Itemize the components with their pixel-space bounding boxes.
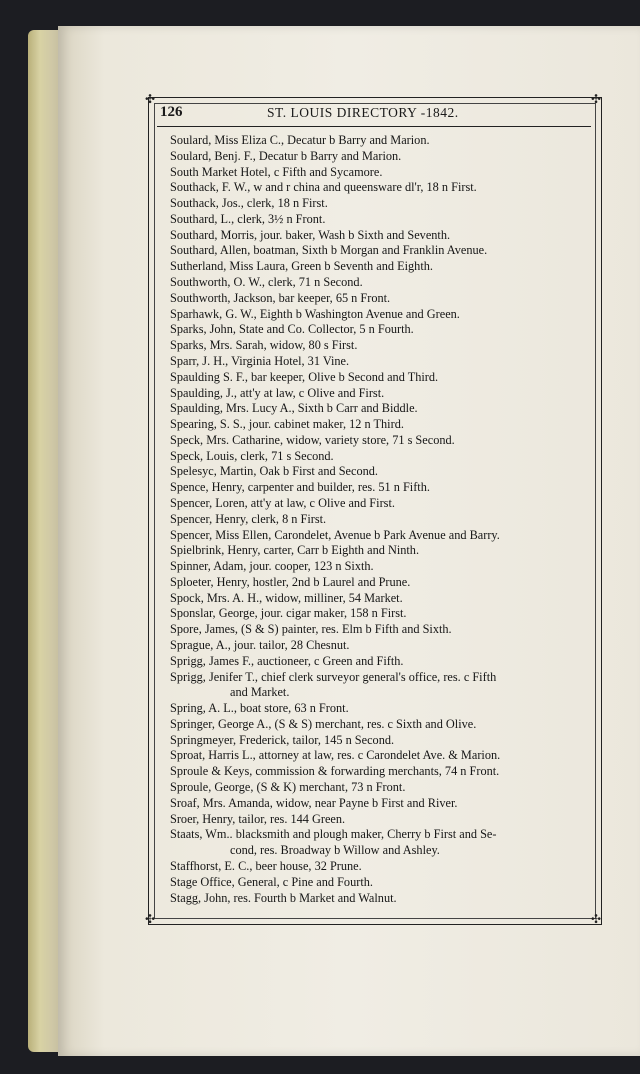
directory-entry: Spencer, Henry, clerk, 8 n First. bbox=[170, 511, 327, 526]
page-header bbox=[160, 104, 590, 124]
directory-entry: Sparks, Mrs. Sarah, widow, 80 s First. bbox=[170, 338, 358, 353]
directory-entry: Staats, Wm.. blacksmith and plough maker, Cherry b First and Se- bbox=[170, 827, 497, 842]
directory-entry: Soulard, Miss Eliza C., Decatur b Barry and Marion. bbox=[170, 133, 430, 147]
directory-entry: Sparr, J. H., Virginia Hotel, 31 Vine. bbox=[170, 353, 350, 368]
directory-entry: Sprigg, Jenifer T., chief clerk surveyor general's office, res. c Fifth bbox=[170, 669, 497, 684]
directory-entry: South Market Hotel, c Fifth and Sycamore. bbox=[170, 164, 383, 179]
directory-entry: Spencer, Miss Ellen, Carondelet, Avenue b Park Avenue and Barry. bbox=[170, 527, 500, 542]
directory-entry: Sroaf, Mrs. Amanda, widow, near Payne b First and River. bbox=[170, 795, 458, 810]
directory-entry: Sponslar, George, jour. cigar maker, 158 n First. bbox=[170, 606, 407, 621]
directory-entry: Springmeyer, Frederick, tailor, 145 n Second. bbox=[170, 732, 395, 747]
directory-entry: Sparks, John, State and Co. Collector, 5 n Fourth. bbox=[170, 322, 414, 337]
directory-entry: Sutherland, Miss Laura, Green b Seventh and Eighth. bbox=[170, 259, 433, 274]
directory-entries bbox=[170, 133, 590, 906]
directory-entry: Spence, Henry, carpenter and builder, res. 51 n Fifth. bbox=[170, 480, 430, 495]
directory-entry: Spielbrink, Henry, carter, Carr b Eighth and Ninth. bbox=[170, 543, 420, 558]
directory-entry: Sploeter, Henry, hostler, 2nd b Laurel and Prune. bbox=[170, 574, 411, 589]
directory-entry: Sprague, A., jour. tailor, 28 Chesnut. bbox=[170, 638, 350, 652]
directory-entry: Springer, George A., (S & S) merchant, res. c Sixth and Olive. bbox=[170, 716, 477, 731]
directory-entry: Spearing, S. S., jour. cabinet maker, 12 n Third. bbox=[170, 417, 404, 432]
directory-entry-continuation: and Market. bbox=[230, 685, 290, 700]
directory-entry: Spinner, Adam, jour. cooper, 123 n Sixth. bbox=[170, 559, 374, 574]
directory-entry: Spencer, Loren, att'y at law, c Olive and First. bbox=[170, 495, 395, 510]
directory-entry: Stage Office, General, c Pine and Fourth. bbox=[170, 874, 373, 889]
directory-entry: Southack, Jos., clerk, 18 n First. bbox=[170, 196, 328, 211]
directory-entry: Sproat, Harris L., attorney at law, res. c Carondelet Ave. & Marion. bbox=[170, 748, 501, 763]
ornament-bottom-left-icon: ✣ bbox=[145, 912, 156, 926]
directory-entry: Sroer, Henry, tailor, res. 144 Green. bbox=[170, 811, 346, 826]
directory-entry: Spring, A. L., boat store, 63 n Front. bbox=[170, 701, 349, 716]
directory-entry: Sproule, George, (S & K) merchant, 73 n Front. bbox=[170, 780, 406, 795]
directory-entry: Staffhorst, E. C., beer house, 32 Prune. bbox=[170, 858, 362, 873]
running-title: ST. LOUIS DIRECTORY -1842. bbox=[267, 105, 459, 120]
header-rule bbox=[157, 126, 591, 127]
ornament-top-left-icon: ✣ bbox=[145, 92, 156, 106]
directory-entry: Spore, James, (S & S) painter, res. Elm b Fifth and Sixth. bbox=[170, 622, 452, 637]
directory-entry: Speck, Mrs. Catharine, widow, variety store, 71 s Second. bbox=[170, 432, 455, 447]
directory-entry: Stagg, John, res. Fourth b Market and Walnut. bbox=[170, 890, 397, 905]
directory-entry: Southworth, Jackson, bar keeper, 65 n Front. bbox=[170, 290, 391, 305]
directory-entry: Spock, Mrs. A. H., widow, milliner, 54 Market. bbox=[170, 590, 403, 605]
directory-entry: Sprigg, James F., auctioneer, c Green and Fifth. bbox=[170, 653, 404, 668]
ornament-top-right-icon: ✣ bbox=[591, 92, 602, 106]
directory-entry: Southard, L., clerk, 3½ n Front. bbox=[170, 211, 326, 226]
directory-entry: Soulard, Benj. F., Decatur b Barry and Marion. bbox=[170, 148, 402, 163]
directory-entry: Spaulding, Mrs. Lucy A., Sixth b Carr and Biddle. bbox=[170, 401, 418, 416]
directory-entry: Southard, Morris, jour. baker, Wash b Sixth and Seventh. bbox=[170, 227, 451, 242]
directory-entry: Sparhawk, G. W., Eighth b Washington Avenue and Green. bbox=[170, 306, 460, 321]
directory-entry: Spaulding S. F., bar keeper, Olive b Second and Third. bbox=[170, 369, 439, 384]
directory-entry-continuation: cond, res. Broadway b Willow and Ashley. bbox=[230, 843, 440, 858]
directory-entry: Southack, F. W., w and r china and queensware dl'r, 18 n First. bbox=[170, 180, 477, 195]
ornament-bottom-right-icon: ✣ bbox=[591, 912, 602, 926]
directory-entry: Sproule & Keys, commission & forwarding merchants, 74 n Front. bbox=[170, 764, 500, 779]
directory-entry: Spelesyc, Martin, Oak b First and Second. bbox=[170, 464, 378, 479]
directory-entry: Spaulding, J., att'y at law, c Olive and First. bbox=[170, 385, 385, 400]
directory-entry: Speck, Louis, clerk, 71 s Second. bbox=[170, 448, 334, 463]
directory-entry: Southworth, O. W., clerk, 71 n Second. bbox=[170, 275, 363, 290]
directory-entry: Southard, Allen, boatman, Sixth b Morgan and Franklin Avenue. bbox=[170, 243, 488, 258]
page-number: 126 bbox=[160, 104, 183, 120]
